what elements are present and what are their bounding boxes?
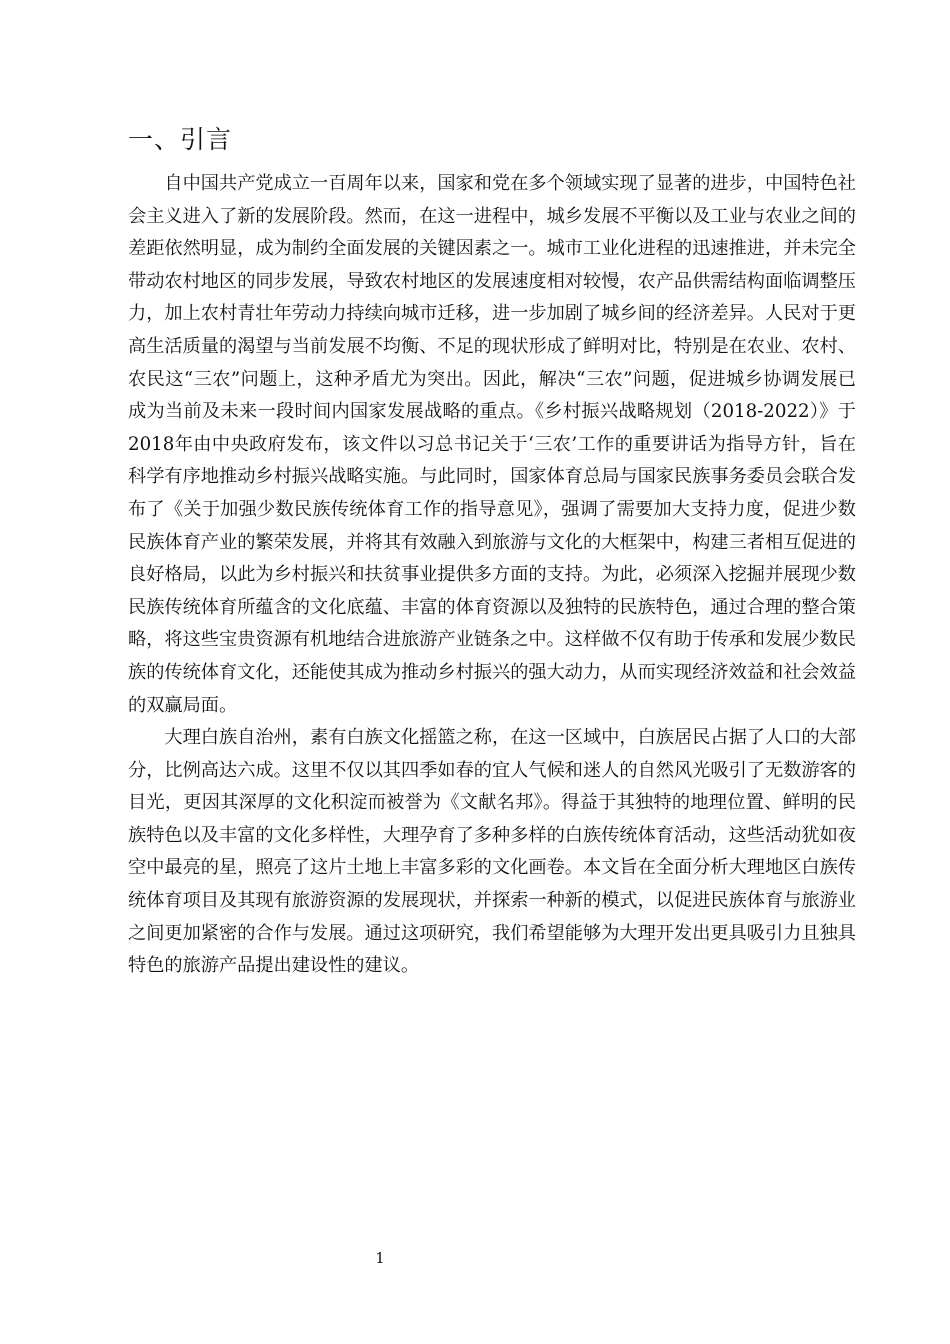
section-heading: 一、引言 bbox=[128, 125, 233, 154]
paragraph-dali: 大理白族自治州，素有白族文化摇篮之称，在这一区域中，白族居民占据了人口的大部分，比例高达六成。这里不仅以其四季如春的宜人气候和迷人的自然风光吸引了无数游客的目光，更因其深厚的文化积淀而被誉为《文献名邦》。得益于其独特的地理位置、鲜明的民族特色以及丰富的文化多样性，大理孕育了多种多样的白族传统体育活动，这些活动犹如夜空中最亮的星，照亮了这片土地上丰富多彩的文化画卷。本文旨在全面分析大理地区白族传统体育项目及其现有旅游资源的发展现状，并探索一种新的模式，以促进民族体育与旅游业之间更加紧密的合作与发展。通过这项研究，我们希望能够为大理开发出更具吸引力且独具特色的旅游产品提出建设性的建议。 bbox=[128, 727, 856, 977]
paragraph-intro: 自中国共产党成立一百周年以来，国家和党在多个领域实现了显著的进步，中国特色社会主义进入了新的发展阶段。然而，在这一进程中，城乡发展不平衡以及工业与农业之间的差距依然明显，成为制约全面发展的关键因素之一。城市工业化进程的迅速推进，并未完全带动农村地区的同步发展，导致农村地区的发展速度相对较慢，农产品供需结构面临调整压力，加上农村青壮年劳动力持续向城市迁移，进一步加剧了城乡间的经济差异。人民对于更高生活质量的渴望与当前发展不均衡、不足的现状形成了鲜明对比，特别是在农业、农村、农民这“三农”问题上，这种矛盾尤为突出。因此，解决“三农”问题，促进城乡协调发展已成为当前及未来一段时间内国家发展战略的重点。《乡村振兴战略规划（2018-2022）》于2018年由中央政府发布，该文件以习总书记关于‘三农’工作的重要讲话为指导方针，旨在科学有序地推动乡村振兴战略实施。与此同时，国家体育总局与国家民族事务委员会联合发布了《关于加强少数民族传统体育工作的指导意见》，强调了需要加大支持力度，促进少数民族体育产业的繁荣发展，并将其有效融入到旅游与文化的大框架中，构建三者相互促进的良好格局，以此为乡村振兴和扶贫事业提供多方面的支持。为此，必须深入挖掘并展现少数民族传统体育所蕴含的文化底蕴、丰富的体育资源以及独特的民族特色，通过合理的整合策略，将这些宝贵资源有机地结合进旅游产业链条之中。这样做不仅有助于传承和发展少数民族的传统体育文化，还能使其成为推动乡村振兴的强大动力，从而实现经济效益和社会效益的双赢局面。 bbox=[128, 173, 856, 716]
page-number: 1 bbox=[375, 1249, 385, 1267]
page-content bbox=[128, 118, 856, 983]
